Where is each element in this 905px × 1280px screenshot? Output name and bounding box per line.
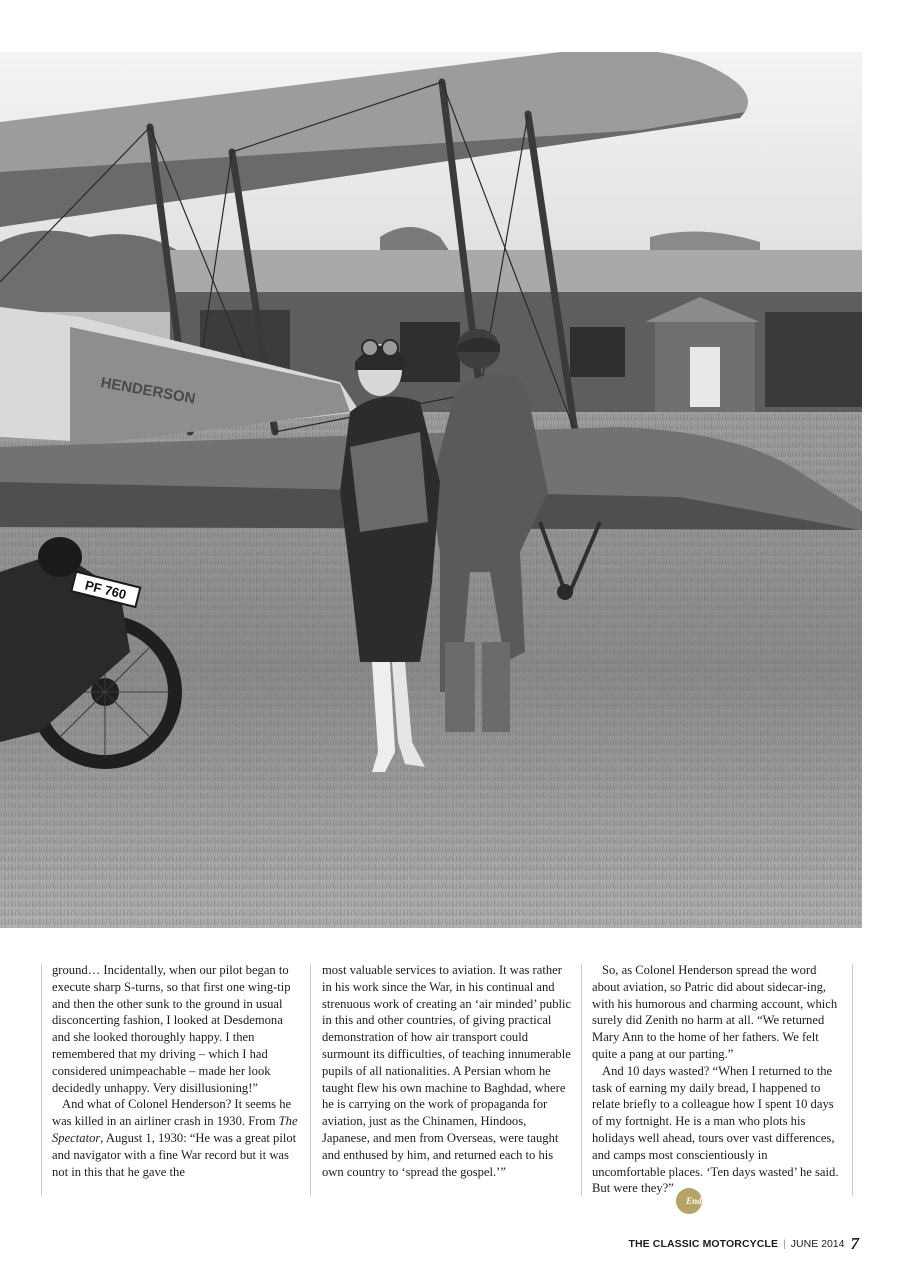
end-mark-icon: End (676, 1188, 702, 1214)
fuselage-lettering: HENDERSON (99, 374, 197, 408)
article-column-2 (322, 962, 574, 1180)
column-divider (581, 964, 582, 1196)
feature-photo (0, 52, 862, 928)
paragraph: So, as Colonel Henderson spread the word about aviation, so Patric did about sidecar-ing, with his humorous and charming account, which surely did Zenith no harm at all. “We returned Mary Ann to the home of her fathers. We felt quite a pang at our parting.” (592, 963, 838, 1061)
registration-plate-text: PF 760 (83, 577, 128, 603)
magazine-name: THE CLASSIC MOTORCYCLE (628, 1238, 779, 1250)
column-divider (852, 964, 853, 1196)
footer-separator: | (783, 1238, 786, 1250)
article-column-1 (52, 962, 304, 1180)
column-divider (41, 964, 42, 1196)
biplane-photo-illustration (0, 52, 862, 928)
publication-title: The Spectator (52, 1114, 298, 1145)
paragraph (52, 1096, 304, 1180)
page-footer (628, 1234, 859, 1254)
page-number: 7 (850, 1234, 859, 1253)
paragraph-text: , August 1, 1930: “He was a great pilot and navigator with a fine War record but it was not in this that he gave the (52, 1130, 297, 1179)
issue-date: JUNE 2014 (790, 1238, 845, 1250)
paragraph-text: And 10 days wasted? “When I returned to the task of earning my daily bread, I happened to relate briefly to a colleague how I spent 10 days of my fortnight. He is a man who plots his holidays well ahead, tours over vast differences, and camps most conscientiously in uncomfortable places. ‘Ten days wasted’ he said. But were they?” (592, 1063, 839, 1196)
paragraph: most valuable services to aviation. It was rather in his work since the War, in his continual and strenuous work of creating an ‘air minded’ public in this and other countries, of giving practical demonstration of how air transport could surmount its difficulties, of teaching innumerable pupils of all nationalities. A Persian whom he taught flew his own machine to Baghdad, where he is carrying on the work of propaganda for aviation, just as the Chinamen, Hindoos, Japanese, and men from Overseas, were taught and enthused by him, and returned each to his own country to ‘spread the gospel.’” (322, 963, 572, 1179)
paragraph (592, 1063, 844, 1215)
paragraph: ground… Incidentally, when our pilot began to execute sharp S-turns, so that first one wing-tip and then the other sunk to the ground in usual disconcerting fashion, I looked at Desdemona and she looked thoroughly happy. I then remembered that my driving – which I had considered unimpeachable – made her look decidedly unhappy. Very disillusioning!” (52, 963, 291, 1095)
article-column-3 (592, 962, 844, 1214)
paragraph-text: And what of Colonel Henderson? It seems he was killed in an airliner crash in 1930. From (52, 1097, 292, 1129)
column-divider (310, 964, 311, 1196)
